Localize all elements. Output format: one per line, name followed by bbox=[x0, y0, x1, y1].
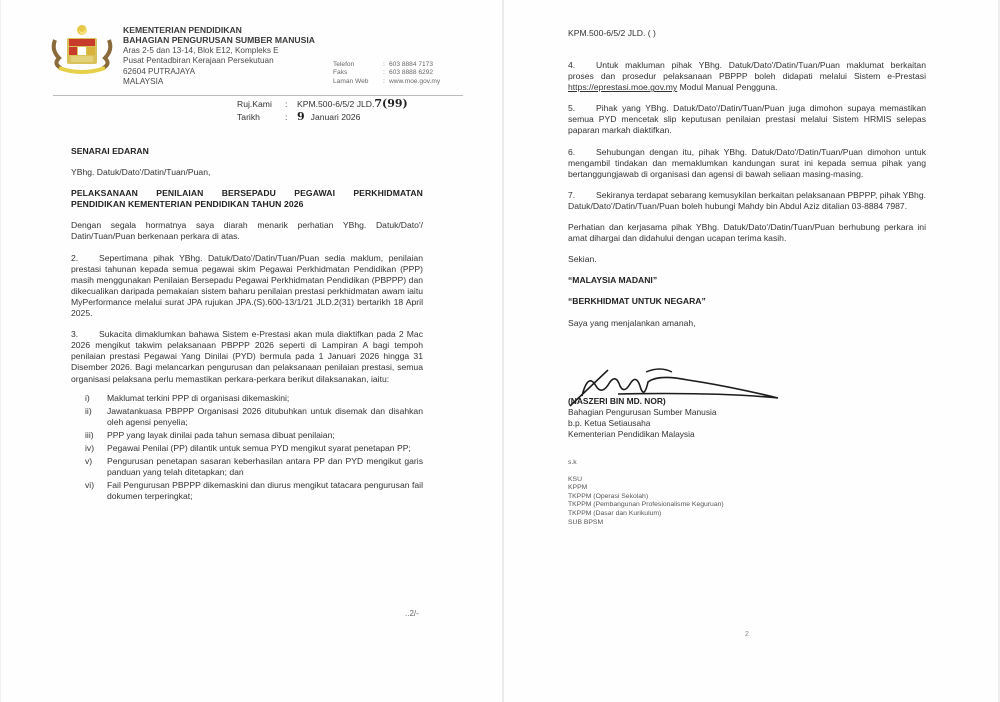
list-item bbox=[71, 480, 423, 502]
page-continuation-marker: ..2/- bbox=[405, 609, 419, 618]
paragraph-text: Sukacita dimaklumkan bahawa Sistem e-Prestasi akan mula diaktifkan pada 2 Mac 2026 mengikut takwim pelaksanaan PBPPP 2026 seperti di Lampiran A bagi tempoh penilaian prestasi Pegawai Yang Dinilai (PYD) bermula pada 1 Januari 2026 hingga 31 Disember 2026. Bagi melancarkan pengurusan dan pelaksanaan penilaian prestasi, semua organisasi pelaksana perlu memastikan perkara-perkara berikut dilaksanakan, iaitu: bbox=[71, 329, 423, 384]
slogan-malaysia-madani: “MALAYSIA MADANI” bbox=[568, 275, 658, 286]
separator: : bbox=[285, 99, 288, 109]
list-text: Maklumat terkini PPP di organisasi dikemaskini; bbox=[107, 392, 290, 403]
paragraph-7 bbox=[568, 190, 926, 212]
subject-word: BERSEPADU bbox=[221, 188, 276, 199]
contact-web bbox=[333, 78, 440, 86]
reference-block bbox=[237, 98, 408, 123]
list-text: Jawatankuasa PBPPP Organisasi 2026 ditubuhkan untuk disemak dan disahkan oleh agensi penyelia; bbox=[107, 405, 423, 427]
page-number: 2 bbox=[745, 631, 749, 638]
reference-date bbox=[237, 111, 408, 124]
contact-label: Faks bbox=[333, 69, 348, 77]
list-item bbox=[71, 443, 423, 454]
cc-recipient: KSU bbox=[568, 475, 582, 483]
slogan-berkhidmat: “BERKHIDMAT UNTUK NEGARA” bbox=[568, 296, 706, 307]
signatory-block bbox=[568, 396, 717, 440]
separator: : bbox=[383, 77, 385, 85]
signatory-line: Kementerian Pendidikan Malaysia bbox=[568, 429, 695, 439]
paragraph-2 bbox=[71, 253, 423, 320]
contact-value: 603 8888 6292 bbox=[389, 69, 434, 77]
separator: : bbox=[383, 61, 385, 68]
letter-body-page-1 bbox=[71, 146, 423, 504]
paragraph-text: Sekiranya terdapat sebarang kemusykilan berkaitan pelaksanaan PBPPP, pihak YBhg. Datuk/Dato'/Datin/Tuan/Puan boleh hubungi Mahdy bin Abdul Aziz ditalian 03-8884 7987. bbox=[568, 189, 926, 211]
cc-label: s.k bbox=[568, 459, 577, 466]
reference-number bbox=[237, 98, 408, 111]
eprestasi-link[interactable]: https://eprestasi.moe.gov.my bbox=[568, 82, 678, 93]
list-text: Pegawai Penilai (PP) dilantik untuk semua PYD mengikut syarat penetapan PP; bbox=[107, 442, 411, 453]
ref-label: Ruj.Kami bbox=[237, 99, 272, 109]
paragraph-number: 7. bbox=[568, 189, 576, 200]
list-text: Fail Pengurusan PBPPP dikemaskini dan diurus mengikut tatacara pengurusan fail dokumen terperingkat; bbox=[107, 480, 423, 502]
sign-off: Saya yang menjalankan amanah, bbox=[568, 317, 696, 328]
letter-body-page-2 bbox=[568, 60, 926, 339]
letterhead-contact bbox=[333, 61, 440, 86]
list-text: Pengurusan penetapan sasaran keberhasilan antara PP dan PYD mengikut garis panduan yang telah ditetapkan; dan bbox=[107, 456, 423, 478]
list-item bbox=[71, 406, 423, 428]
date-handwritten: 9 bbox=[297, 109, 305, 123]
list-text: PPP yang layak dinilai pada tahun semasa dibuat penilaian; bbox=[107, 429, 335, 440]
ref-handwritten: 7(99) bbox=[374, 97, 408, 110]
ref-value: KPM.500-6/5/2 JLD. bbox=[297, 99, 375, 109]
paragraph-number: 4. bbox=[568, 60, 576, 70]
subject-word: PEGAWAI bbox=[294, 188, 336, 199]
letterhead-divider bbox=[53, 95, 463, 96]
list-item bbox=[71, 456, 423, 478]
list-item bbox=[71, 430, 423, 441]
letterhead-address bbox=[123, 25, 315, 87]
subject-word: PENILAIAN bbox=[156, 188, 204, 199]
paragraph-number: 5. bbox=[568, 103, 576, 114]
date-label: Tarikh bbox=[237, 111, 260, 122]
subject-word: PELAKSANAAN bbox=[71, 188, 138, 199]
list-marker: iv) bbox=[85, 442, 95, 453]
contact-label: Telefon bbox=[333, 61, 355, 68]
contact-value: www.moe.gov.my bbox=[389, 77, 441, 85]
requirements-list bbox=[71, 393, 423, 503]
signatory-line: b.p. Ketua Setiausaha bbox=[568, 418, 651, 428]
paragraph-text: Pihak yang YBhg. Datuk/Dato'/Datin/Tuan/Puan juga dimohon supaya memastikan semua PYD mencetak slip keputusan penilaian prestasi melalui Sistem HRMIS selepas paparan markah diaktifkan. bbox=[568, 103, 926, 136]
cc-recipient: SUB BPSM bbox=[568, 518, 604, 526]
contact-phone bbox=[333, 61, 440, 69]
salutation: YBhg. Datuk/Dato'/Datin/Tuan/Puan, bbox=[71, 167, 211, 178]
intro-paragraph: Dengan segala hormatnya saya diarah menarik perhatian YBhg. Datuk/Dato'/ Datin/Tuan/Puan berkenaan perkara di atas. bbox=[71, 220, 423, 242]
address-line: Pusat Pentadbiran Kerajaan Persekutuan bbox=[123, 56, 274, 66]
paragraph-text: Modul Manual Pengguna. bbox=[677, 82, 778, 93]
closing-paragraph: Perhatian dan kerjasama pihak YBhg. Datuk/Dato'/Datin/Tuan/Puan berhubung perkara ini amat dihargai dan didahului dengan ucapan terima kasih. bbox=[568, 222, 926, 244]
page-2-reference: KPM.500-6/5/2 JLD. ( ) bbox=[568, 28, 656, 38]
address-line: MALAYSIA bbox=[123, 77, 164, 87]
contact-fax bbox=[333, 69, 440, 77]
date-value: Januari 2026 bbox=[310, 111, 361, 122]
distribution-heading: SENARAI EDARAN bbox=[71, 146, 149, 156]
list-item bbox=[71, 393, 423, 404]
signatory-line: Bahagian Pengurusan Sumber Manusia bbox=[568, 407, 717, 417]
paragraph-text: Sepertimana pihak YBhg. Datuk/Dato'/Datin/Tuan/Puan sedia maklum, penilaian prestasi tahunan kepada semua pegawai skim Pegawai Perkhidmatan Pendidikan (PPP) masih menggunakan Penilaian Bersepadu Pegawai Perkhidmatan Pendidikan (PBPPP) dan dikecualikan daripada pemakaian sistem baharu penilaian prestasi perkhidmatan awam iaitu MyPerformance melalui surat JPA rujukan JPA.(S).600-13/1/21 JLD.2(31) bertarikh 18 April 2025. bbox=[71, 252, 423, 319]
separator: : bbox=[285, 111, 288, 122]
paragraph-6 bbox=[568, 147, 926, 180]
paragraph-5 bbox=[568, 103, 926, 136]
cc-recipient: TKPPM (Dasar dan Kurikulum) bbox=[568, 509, 662, 517]
division-name: BAHAGIAN PENGURUSAN SUMBER MANUSIA bbox=[123, 35, 315, 46]
separator: : bbox=[383, 69, 385, 77]
subject-title bbox=[71, 188, 423, 210]
paragraph-4 bbox=[568, 60, 926, 93]
paragraph-text: Sehubungan dengan itu, pihak YBhg. Datuk/Dato'/Datin/Tuan/Puan dimohon untuk mengambil tindakan dan memaklumkan kandungan surat ini kepada semua pihak yang bertanggungjawab di organisasi dan agensi di bawah seliaan masing-masing. bbox=[568, 146, 926, 179]
cc-recipient: KPPM bbox=[568, 484, 588, 492]
sekian: Sekian. bbox=[568, 254, 597, 265]
paragraph-3 bbox=[71, 329, 423, 384]
paragraph-number: 3. bbox=[71, 329, 79, 340]
carbon-copy-list bbox=[568, 459, 724, 527]
cc-recipient: TKPPM (Pembangunan Profesionalisme Keguruan) bbox=[568, 501, 724, 509]
list-marker: v) bbox=[85, 456, 93, 467]
contact-value: 603 8884 7173 bbox=[389, 61, 434, 68]
contact-label: Laman Web bbox=[333, 77, 369, 85]
cc-recipient: TKPPM (Operasi Sekolah) bbox=[568, 492, 649, 500]
subject-word: PERKHIDMATAN bbox=[353, 188, 423, 199]
paragraph-number: 2. bbox=[71, 252, 79, 263]
list-marker: ii) bbox=[85, 405, 92, 416]
signatory-name: (NASZERI BIN MD. NOR) bbox=[568, 396, 666, 406]
address-line: Aras 2-5 dan 13-14, Blok E12, Kompleks E bbox=[123, 45, 279, 55]
address-line: 62604 PUTRAJAYA bbox=[123, 66, 196, 76]
malaysia-coat-of-arms-icon bbox=[49, 22, 115, 76]
list-marker: i) bbox=[85, 392, 90, 403]
paragraph-text: Untuk makluman pihak YBhg. Datuk/Dato'/Datin/Tuan/Puan maklumat berkaitan proses dan prosedur pelaksanaan PBPPP boleh didapati melalui Sistem e-Prestasi bbox=[568, 60, 926, 82]
list-marker: vi) bbox=[85, 480, 95, 491]
subject-line-2: PENDIDIKAN KEMENTERIAN PENDIDIKAN TAHUN 2026 bbox=[71, 199, 304, 210]
list-marker: iii) bbox=[85, 429, 94, 440]
subject-line-1 bbox=[71, 188, 423, 199]
ministry-name: KEMENTERIAN PENDIDIKAN bbox=[123, 25, 242, 35]
paragraph-number: 6. bbox=[568, 146, 576, 157]
